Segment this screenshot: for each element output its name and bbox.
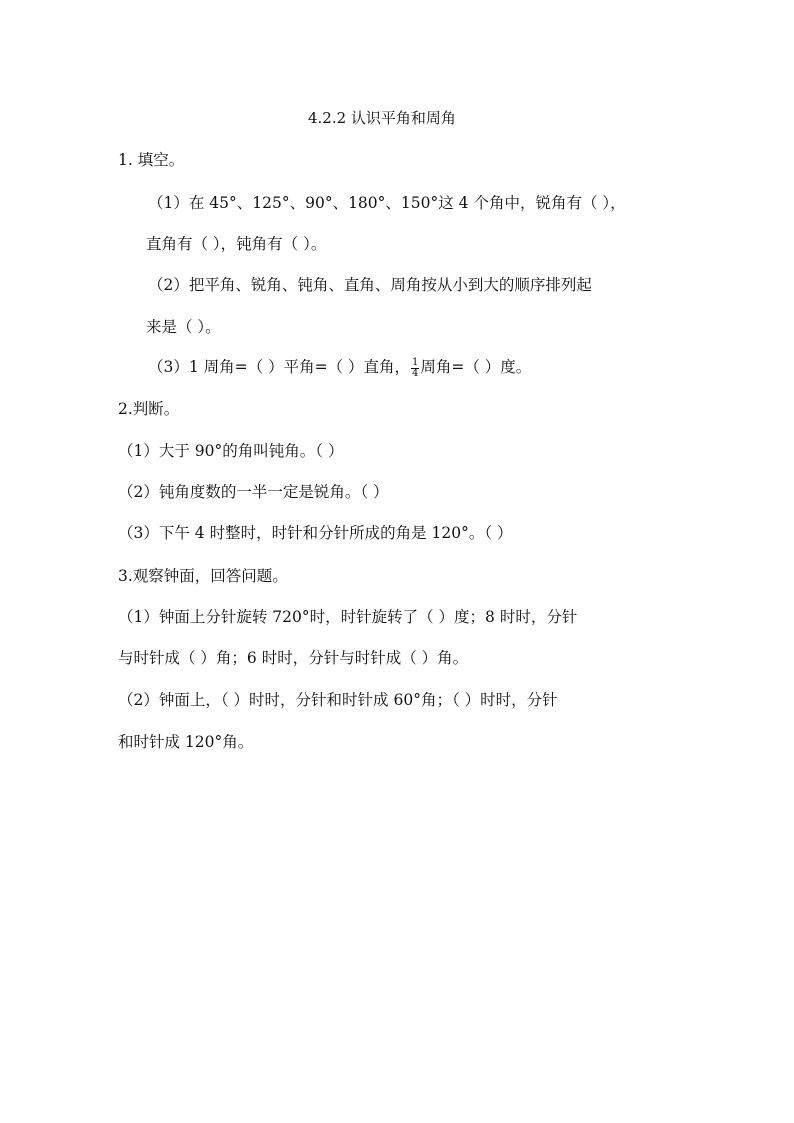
q2-item1: （1）大于 90°的角叫钝角。（ ） xyxy=(118,442,344,460)
q1-part1-line1: （1）在 45°、125°、90°、180°、150°这 4 个角中，锐角有（ ）， xyxy=(148,194,626,212)
q1-part3-text-a: （3）1 周角=（ ）平角=（ ）直角， xyxy=(148,358,410,376)
fraction-denominator: 4 xyxy=(411,367,419,379)
fraction-numerator: 1 xyxy=(411,356,419,368)
q2-item3: （3）下午 4 时整时，时针和分针所成的角是 120°。（ ） xyxy=(118,524,513,542)
q3-part2-line1: （2）钟面上，（ ）时时，分针和时针成 60°角；（ ）时时，分针 xyxy=(118,691,558,709)
q3-part2-line2: 和时针成 120°角。 xyxy=(118,733,254,751)
page-title: 4.2.2 认识平角和周角 xyxy=(308,109,456,127)
quarter-fraction xyxy=(411,358,419,379)
q1-part3-text-b: 周角=（ ）度。 xyxy=(420,358,532,376)
q3-part1-line2: 与时针成（ ）角；6 时时，分针与时针成（ ）角。 xyxy=(118,649,469,667)
q1-heading: 1. 填空。 xyxy=(118,151,185,169)
q1-part1-line2: 直角有（ ），钝角有（ ）。 xyxy=(146,235,327,253)
q3-heading: 3.观察钟面，回答问题。 xyxy=(118,567,288,585)
q1-part2-line1: （2）把平角、锐角、钝角、直角、周角按从小到大的顺序排列起 xyxy=(148,276,592,294)
q1-part2-line2: 来是（ ）。 xyxy=(146,318,221,336)
q2-heading: 2.判断。 xyxy=(118,400,180,418)
q3-part1-line1: （1）钟面上分针旋转 720°时，时针旋转了（ ）度；8 时时，分针 xyxy=(118,608,578,626)
q2-item2: （2）钝角度数的一半一定是锐角。（ ） xyxy=(118,483,389,501)
q1-part3-line xyxy=(148,357,531,379)
